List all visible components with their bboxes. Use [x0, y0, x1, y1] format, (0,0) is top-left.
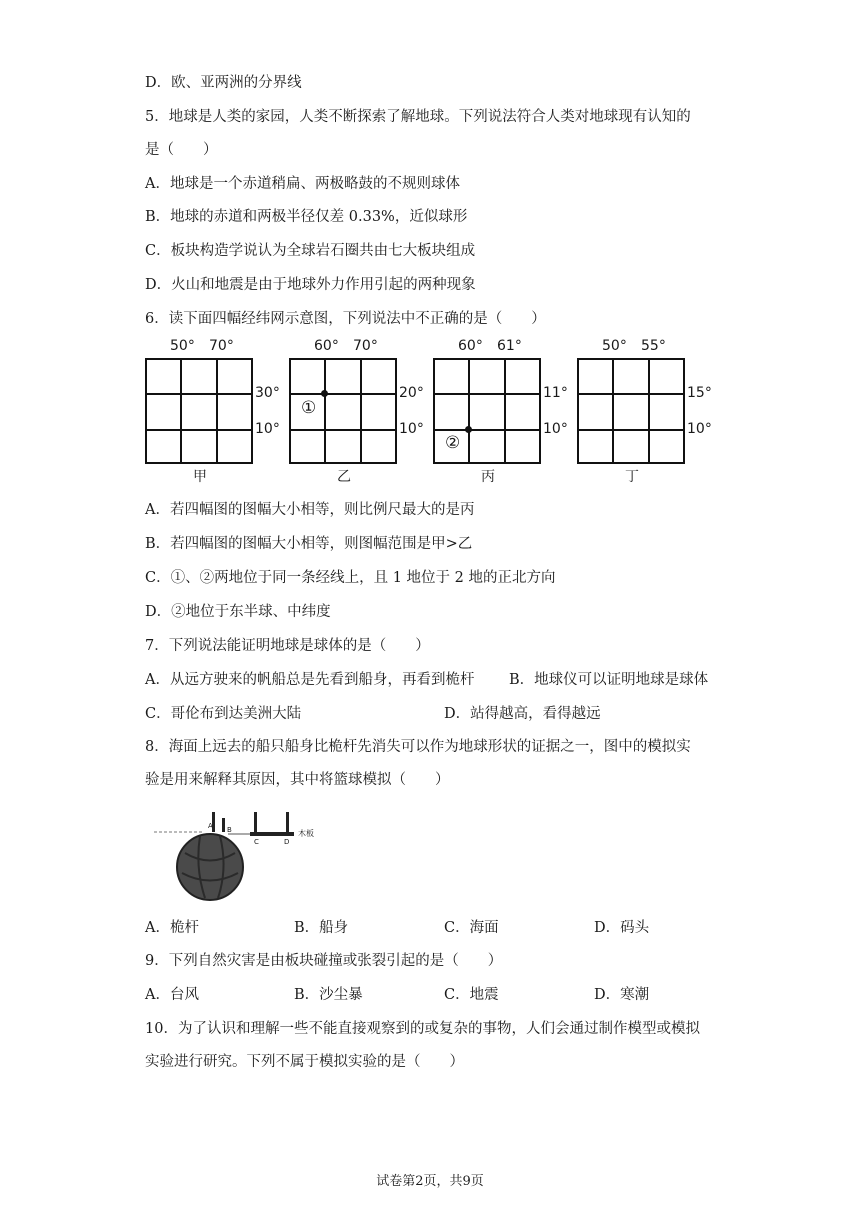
q7-option-c: C．哥伦布到达美洲大陆 — [145, 706, 302, 722]
lon-label: 60° — [458, 338, 483, 354]
grid-caption: 丙 — [481, 469, 495, 485]
q8-option-b: B．船身 — [294, 920, 349, 936]
fig8-label-b: B — [227, 826, 232, 834]
lon-label: 60° — [314, 338, 339, 354]
question-7-stem: 7．下列说法能证明地球是球体的是（ ） — [145, 638, 430, 654]
grid-frame — [145, 358, 253, 464]
question-9-stem: 9．下列自然灾害是由板块碰撞或张裂引起的是（ ） — [145, 953, 503, 969]
basketball-experiment-illustration — [150, 808, 340, 908]
question-5-stem-cont: 是（ ） — [145, 142, 218, 158]
option-line: D．欧、亚两洲的分界线 — [145, 75, 302, 91]
q5-option-a: A．地球是一个赤道稍扁、两极略鼓的不规则球体 — [145, 176, 460, 192]
point-marker-1: ① — [301, 398, 317, 418]
question-6-stem: 6．读下面四幅经纬网示意图，下列说法中不正确的是（ ） — [145, 311, 546, 327]
lon-label: 70° — [353, 338, 378, 354]
basketball-experiment-figure — [150, 808, 340, 908]
point-dot — [465, 426, 472, 433]
question-5-stem: 5．地球是人类的家园，人类不断探索了解地球。下列说法符合人类对地球现有认知的 — [145, 109, 691, 125]
lon-label: 70° — [209, 338, 234, 354]
q6-option-a: A．若四幅图的图幅大小相等，则比例尺最大的是丙 — [145, 502, 475, 518]
q6-option-c: C．①、②两地位于同一条经线上，且 1 地位于 2 地的正北方向 — [145, 570, 556, 586]
fig8-label-c: C — [254, 838, 259, 846]
q5-option-c: C．板块构造学说认为全球岩石圈共由七大板块组成 — [145, 243, 476, 259]
q6-option-d: D．②地位于东半球、中纬度 — [145, 604, 331, 620]
q9-option-b: B．沙尘暴 — [294, 987, 363, 1003]
grid-caption: 丁 — [625, 469, 639, 485]
q7-option-b: B．地球仪可以证明地球是球体 — [509, 672, 709, 688]
fig8-label-d: D — [284, 838, 290, 846]
q6-option-b: B．若四幅图的图幅大小相等，则图幅范围是甲>乙 — [145, 536, 473, 552]
lon-label: 61° — [497, 338, 522, 354]
q8-option-d: D．码头 — [594, 920, 650, 936]
point-dot — [321, 390, 328, 397]
q9-option-d: D．寒潮 — [594, 987, 650, 1003]
fig8-label-board: 木板 — [298, 829, 314, 838]
question-10-stem: 10．为了认识和理解一些不能直接观察到的或复杂的事物，人们会通过制作模型或模拟 — [145, 1021, 700, 1037]
lat-label: 11° — [543, 385, 568, 401]
q8-option-a: A．桅杆 — [145, 920, 199, 936]
lat-label: 15° — [687, 385, 712, 401]
q5-option-d: D．火山和地震是由于地球外力作用引起的两种现象 — [145, 277, 476, 293]
grid-caption: 乙 — [337, 469, 351, 485]
lat-label: 10° — [399, 421, 424, 437]
fig8-label-a: A — [208, 822, 213, 830]
point-marker-2: ② — [445, 433, 461, 453]
question-8-stem: 8．海面上远去的船只船身比桅杆先消失可以作为地球形状的证据之一，图中的模拟实 — [145, 739, 691, 755]
q7-option-a: A．从远方驶来的帆船总是先看到船身，再看到桅杆 — [145, 672, 475, 688]
q5-option-b: B．地球的赤道和两极半径仅差 0.33%，近似球形 — [145, 209, 468, 225]
lat-label: 30° — [255, 385, 280, 401]
lon-label: 55° — [641, 338, 666, 354]
lat-label: 20° — [399, 385, 424, 401]
grid-frame — [577, 358, 685, 464]
lat-label: 10° — [687, 421, 712, 437]
lat-label: 10° — [255, 421, 280, 437]
question-8-stem-cont: 验是用来解释其原因，其中将篮球模拟（ ） — [145, 772, 450, 788]
q9-option-a: A．台风 — [145, 987, 199, 1003]
q9-option-c: C．地震 — [444, 987, 499, 1003]
lon-label: 50° — [170, 338, 195, 354]
lon-label: 50° — [602, 338, 627, 354]
q7-option-d: D．站得越高，看得越远 — [444, 706, 601, 722]
question-10-stem-cont: 实验进行研究。下列不属于模拟实验的是（ ） — [145, 1054, 464, 1070]
lat-label: 10° — [543, 421, 568, 437]
q8-option-c: C．海面 — [444, 920, 499, 936]
page-footer: 试卷第2页，共9页 — [376, 1174, 484, 1189]
grid-caption: 甲 — [193, 469, 207, 485]
